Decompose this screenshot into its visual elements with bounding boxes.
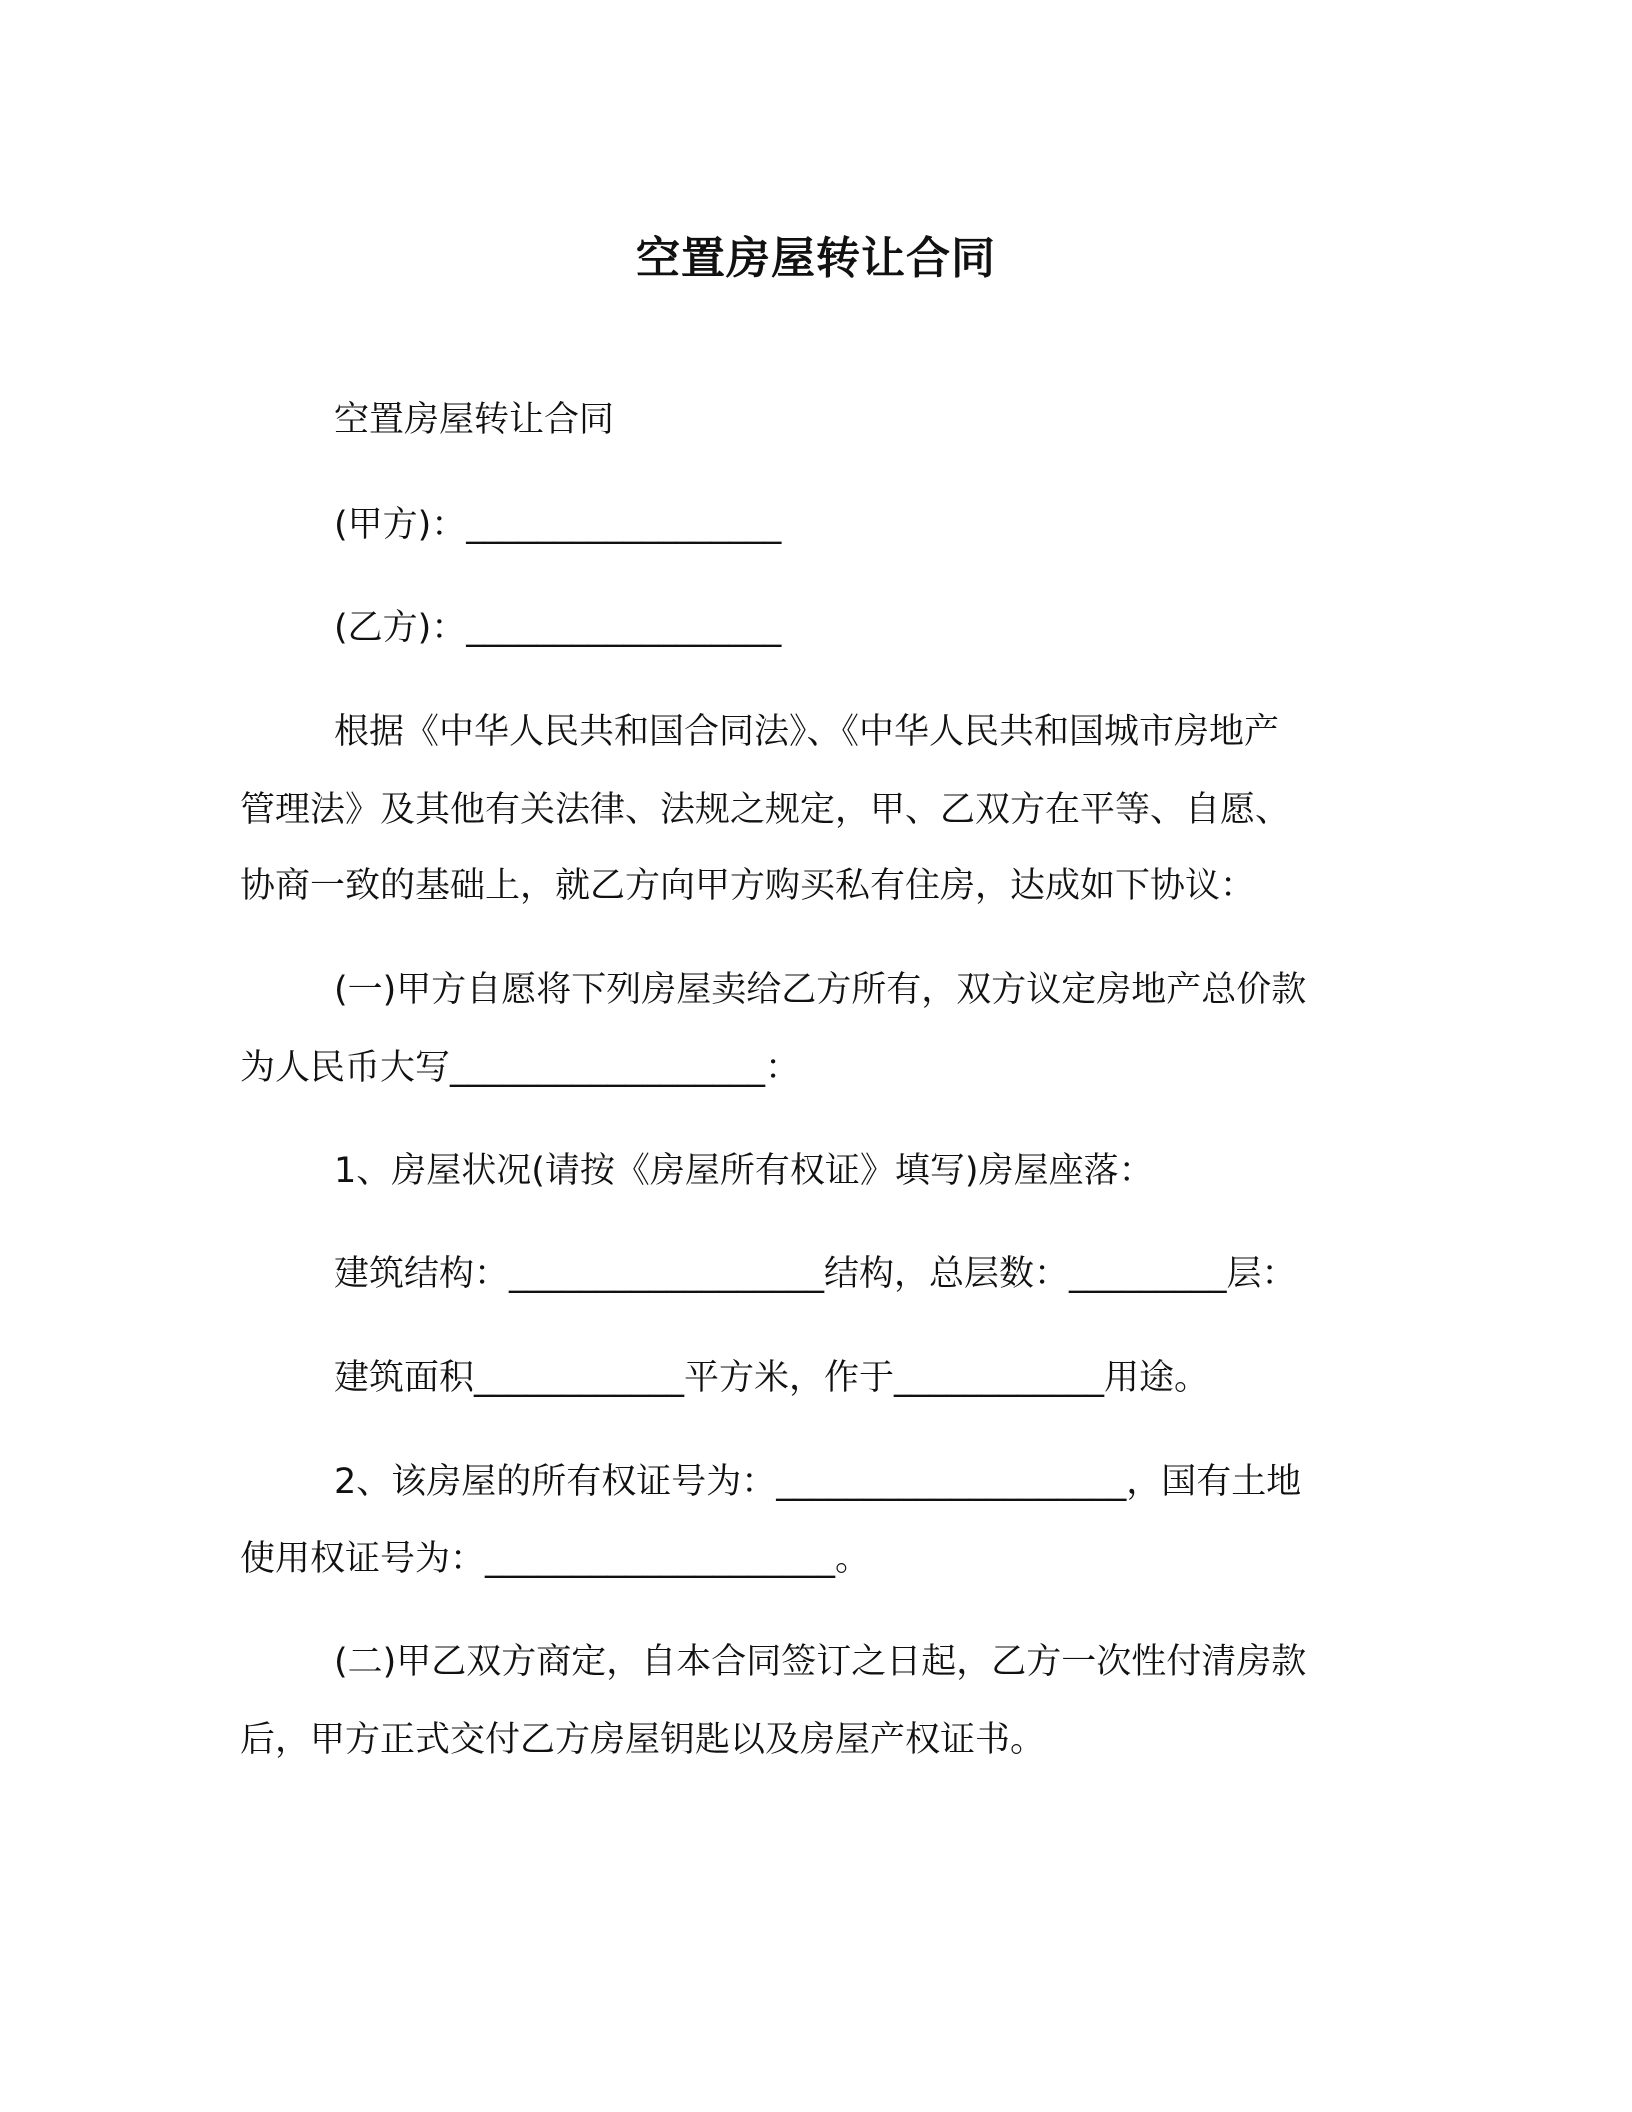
subtitle-line: 空置房屋转让合同: [334, 400, 615, 440]
house-status-line: 1、房屋状况(请按《房屋所有权证》填写)房屋座落：: [334, 1151, 1154, 1191]
certificate-line-1: 2、该房屋的所有权证号为：____________________，国有土地: [334, 1462, 1302, 1502]
clause-2-line-2: 后，甲方正式交付乙方房屋钥匙以及房屋产权证书。: [240, 1720, 1046, 1760]
preamble-line-1: 根据《中华人民共和国合同法》、《中华人民共和国城市房地产: [334, 712, 1280, 752]
clause-1-line-2: 为人民币大写__________________：: [240, 1048, 801, 1088]
party-b-line: (乙方)：__________________: [334, 608, 782, 648]
party-a-line: (甲方)：__________________: [334, 505, 782, 545]
clause-2-line-1: (二)甲乙双方商定，自本合同签订之日起，乙方一次性付清房款: [334, 1642, 1307, 1682]
area-line: 建筑面积____________平方米，作于____________用途。: [334, 1358, 1210, 1398]
preamble-line-2: 管理法》及其他有关法律、法规之规定，甲、乙双方在平等、自愿、: [240, 790, 1291, 830]
structure-line: 建筑结构：__________________结构，总层数：_________层：: [334, 1254, 1297, 1294]
document-title: 空置房屋转让合同: [636, 233, 996, 284]
clause-1-line-1: (一)甲方自愿将下列房屋卖给乙方所有，双方议定房地产总价款: [334, 970, 1307, 1010]
preamble-line-3: 协商一致的基础上，就乙方向甲方购买私有住房，达成如下协议：: [240, 866, 1256, 906]
certificate-line-2: 使用权证号为：____________________。: [240, 1539, 871, 1579]
